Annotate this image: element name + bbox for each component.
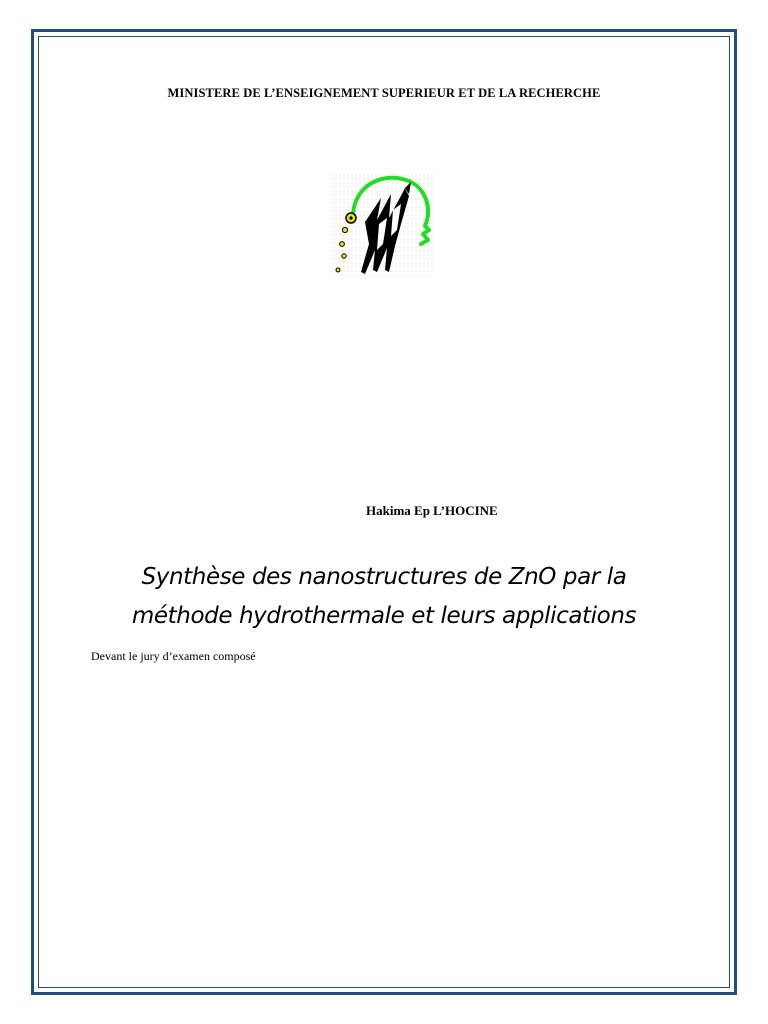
- university-emblem-icon: [331, 174, 433, 278]
- thesis-title-line-1: Synthèse des nanostructures de ZnO par la: [141, 564, 627, 590]
- author-name: Hakima Ep L’HOCINE: [366, 503, 498, 518]
- thesis-title: [0, 558, 768, 636]
- jury-statement: Devant le jury d’examen composé: [91, 649, 256, 663]
- thesis-title-line-2: méthode hydrothermale et leurs applications: [131, 603, 637, 629]
- ministry-heading: MINISTERE DE L’ENSEIGNEMENT SUPERIEUR ET DE LA RECHERCHE: [167, 86, 601, 100]
